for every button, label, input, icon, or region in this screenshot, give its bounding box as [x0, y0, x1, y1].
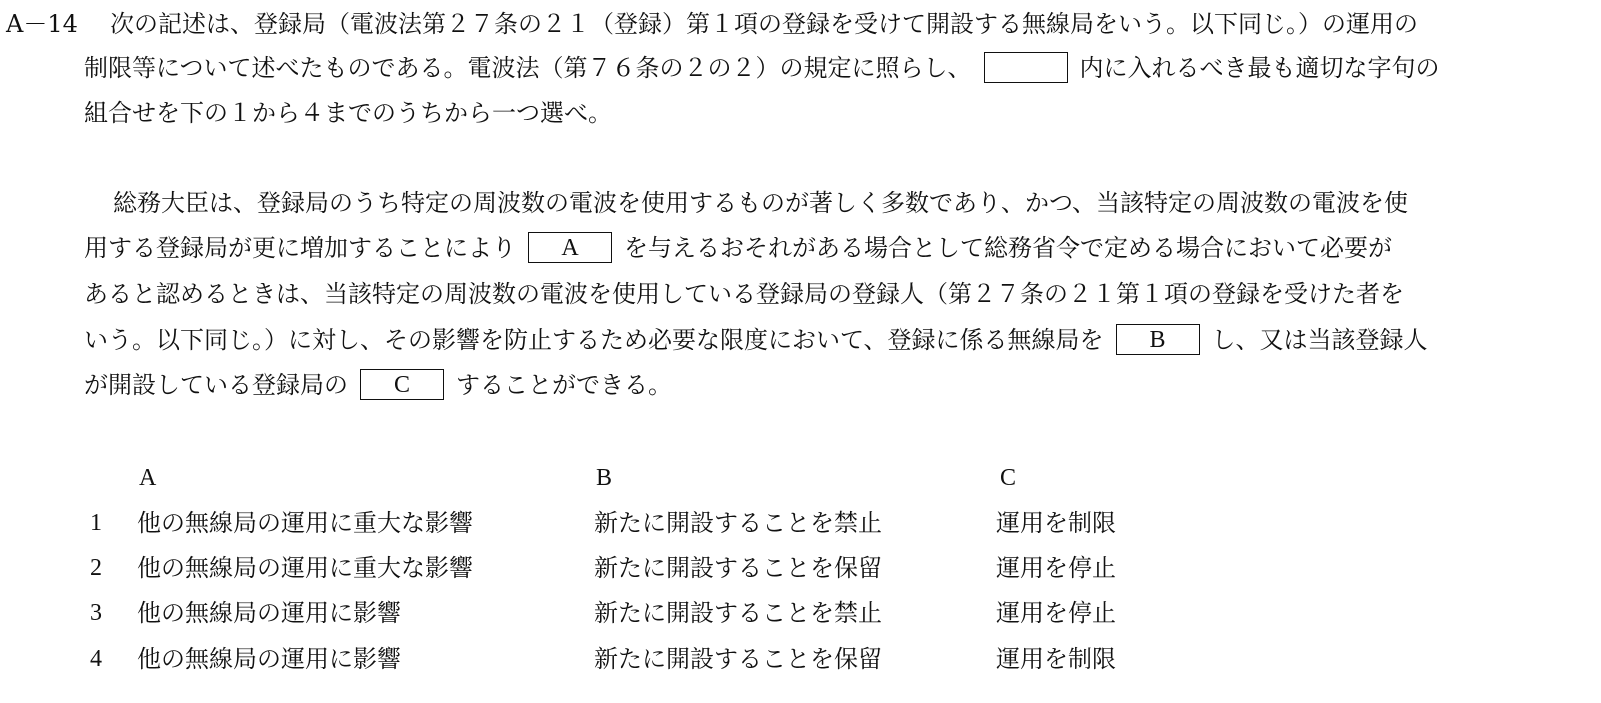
- option-1-b: 新たに開設することを禁止: [594, 509, 882, 537]
- passage-line-4-tail: し、又は当該登録人: [1211, 326, 1428, 354]
- question-number: A－14: [6, 10, 78, 38]
- intro-line-2-text: 制限等について述べたものである。電波法（第７６条の２の２）の規定に照らし、: [84, 54, 972, 82]
- passage-line-4: [84, 325, 1428, 355]
- passage-line-2-head: 用する登録局が更に増加することにより: [84, 234, 516, 262]
- passage-line-3: あると認めるときは、当該特定の周波数の電波を使用している登録局の登録人（第２７条の２１第１項の登録を受けた者を: [84, 280, 1404, 308]
- intro-line-2-tail: 内に入れるべき最も適切な字句の: [1079, 54, 1440, 82]
- blank-b-box: B: [1116, 324, 1200, 355]
- option-3-b: 新たに開設することを禁止: [594, 599, 882, 627]
- option-4-c: 運用を制限: [996, 645, 1116, 673]
- passage-line-4-head: いう。以下同じ。）に対し、その影響を防止するため必要な限度において、登録に係る無線局を: [84, 326, 1104, 354]
- option-2-a: 他の無線局の運用に重大な影響: [137, 554, 473, 582]
- option-3-c: 運用を停止: [996, 599, 1116, 627]
- option-4-a: 他の無線局の運用に影響: [137, 645, 401, 673]
- passage-line-5-head: が開設している登録局の: [84, 371, 348, 399]
- option-1-a: 他の無線局の運用に重大な影響: [137, 509, 473, 537]
- option-number-4: 4: [90, 646, 102, 672]
- passage-line-1: 総務大臣は、登録局のうち特定の周波数の電波を使用するものが著しく多数であり、かつ、当該特定の周波数の電波を使: [113, 189, 1409, 217]
- option-number-2: 2: [90, 555, 102, 581]
- option-2-c: 運用を停止: [996, 554, 1116, 582]
- option-number-1: 1: [90, 510, 102, 536]
- blank-a-box: A: [528, 232, 612, 263]
- passage-line-5-tail: することができる。: [456, 371, 672, 399]
- passage-line-2: [84, 233, 1392, 263]
- intro-line-3: 組合せを下の１から４までのうちから一つ選べ。: [84, 99, 612, 127]
- intro-line-1: 次の記述は、登録局（電波法第２７条の２１（登録）第１項の登録を受けて開設する無線局をいう。以下同じ。）の運用の: [110, 10, 1418, 38]
- column-header-b: B: [596, 465, 613, 491]
- blank-c-box: C: [360, 369, 444, 400]
- option-3-a: 他の無線局の運用に影響: [137, 599, 401, 627]
- option-2-b: 新たに開設することを保留: [594, 554, 882, 582]
- option-number-3: 3: [90, 600, 102, 626]
- intro-line-2: [84, 53, 1440, 83]
- option-4-b: 新たに開設することを保留: [594, 645, 882, 673]
- column-header-c: C: [1000, 465, 1017, 491]
- empty-blank-box: [984, 52, 1068, 83]
- passage-line-2-tail: を与えるおそれがある場合として総務省令で定める場合において必要が: [624, 234, 1392, 262]
- column-header-a: A: [139, 465, 157, 491]
- passage-line-5: [84, 370, 672, 400]
- option-1-c: 運用を制限: [996, 509, 1116, 537]
